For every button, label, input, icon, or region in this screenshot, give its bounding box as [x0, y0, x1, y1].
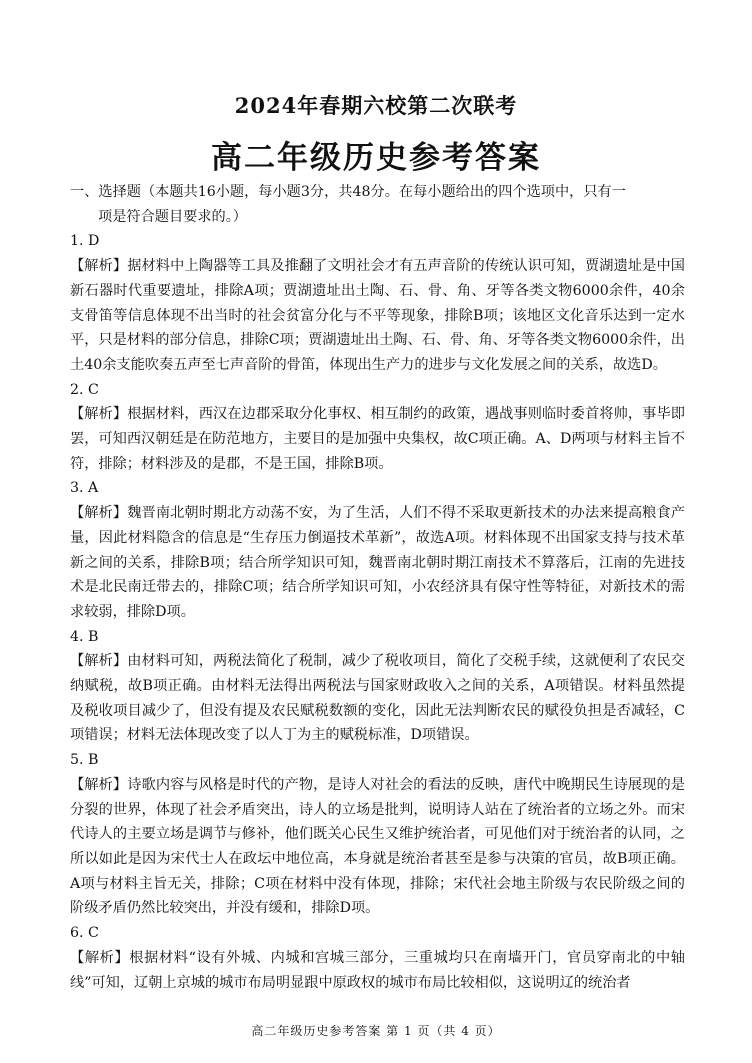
question-block-2 [70, 378, 685, 477]
answer-content [70, 180, 685, 995]
question-block-5 [70, 748, 685, 921]
explanation-text: 根据材料“设有外城、内城和宫城三部分，三重城均只在南墙开门，官员穿南北的中轴线”可知，辽朝上京城的城市布局明显跟中原政权的城市布局比较相似，这说明辽的统治者 [70, 949, 685, 991]
document-title: 高二年级历史参考答案 [211, 140, 541, 176]
question-block-1 [70, 229, 685, 377]
question-number: 6. C [70, 925, 99, 942]
section-heading [70, 180, 685, 229]
question-number: 3. A [70, 480, 99, 497]
explanation-text: 诗歌内容与风格是时代的产物，是诗人对社会的看法的反映，唐代中晚期民生诗展现的是分裂的世界，体现了社会矛盾突出，诗人的立场是批判，说明诗人站在了统治者的立场之外。而宋代诗人的主要立场是调节与修补，他们既关心民生又维护统治者，可见他们对于统治者的认同，之所以如此是因为宋代士人在政坛中地位高，本身就是统治者甚至是参与决策的官员，故B项正确。A项与材料主旨无关，排除；C项在材料中没有体现，排除；宋代社会地主阶级与农民阶级之间的阶级矛盾仍然比较突出，并没有缓和，排除D项。 [70, 776, 685, 917]
question-number: 2. C [70, 381, 99, 398]
analysis-tag: 【解析】 [70, 258, 128, 275]
answer-explanation [70, 402, 685, 476]
analysis-tag: 【解析】 [70, 505, 128, 522]
explanation-text: 根据材料，西汉在边郡采取分化事权、相互制约的政策，遇战事则临时委首将帅，事毕即罢，可知西汉朝廷是在防范地方，主要目的是加强中央集权，故C项正确。A、D两项与材料主旨不符，排除；材料涉及的是郡，不是王国，排除B项。 [70, 406, 685, 472]
explanation-text: 魏晋南北朝时期北方动荡不安，为了生活，人们不得不采取更新技术的办法来提高粮食产量，因此材料隐含的信息是“生存压力倒逼技术革新”，故选A项。材料体现不出国家支持与技术革新之间的关系，排除B项；结合所学知识可知，魏晋南北朝时期江南技术不算落后，江南的先进技术是北民南迁带去的，排除C项；结合所学知识可知，小农经济具有保守性等特征，对新技术的需求较弱，排除D项。 [70, 505, 685, 620]
question-number: 5. B [70, 752, 99, 769]
answer-explanation [70, 254, 685, 378]
question-block-6 [70, 921, 685, 995]
section-heading-line1: 一、选择题（本题共16小题，每小题3分，共48分。在每小题给出的四个选项中，只有一 [70, 184, 626, 200]
explanation-text: 由材料可知，两税法简化了税制，减少了税收项目，简化了交税手续，这就便利了农民交纳赋税，故B项正确。由材料无法得出两税法与国家财政收入之间的关系，A项错误。材料虽然提及税收项目减少了，但没有提及农民赋税数额的变化，因此无法判断农民的赋役负担是否减轻，C项错误；材料无法体现改变了以人丁为主的赋税标准，D项错误。 [70, 653, 685, 744]
answer-explanation [70, 649, 685, 748]
question-block-4 [70, 625, 685, 749]
analysis-tag: 【解析】 [70, 949, 130, 966]
section-heading-line2: 项是符合题目要求的。） [98, 208, 247, 225]
answer-explanation [70, 501, 685, 625]
analysis-tag: 【解析】 [70, 776, 128, 793]
page-footer: 高二年级历史参考答案 第 1 页（共 4 页） [251, 1024, 501, 1038]
question-block-3 [70, 476, 685, 624]
exam-title: 2024年春期六校第二次联考 [234, 93, 518, 118]
analysis-tag: 【解析】 [70, 653, 128, 670]
analysis-tag: 【解析】 [70, 406, 128, 423]
question-number: 4. B [70, 628, 99, 645]
question-number: 1. D [70, 233, 100, 250]
answer-explanation [70, 773, 685, 921]
answer-explanation [70, 946, 685, 995]
explanation-text: 据材料中上陶器等工具及推翻了文明社会才有五声音阶的传统认识可知，贾湖遗址是中国新石器时代重要遗址，排除A项；贾湖遗址出土陶、石、骨、角、牙等各类文物6000余件，40余支骨笛等信息体现不出当时的社会贫富分化与不平等现象，排除B项；该地区文化音乐达到一定水平，只是材料的部分信息，排除C项；贾湖遗址出土陶、石、骨、角、牙等各类文物6000余件，出土40余支能吹奏五声至七声音阶的骨笛，体现出生产力的进步与文化发展之间的关系，故选D。 [70, 258, 685, 373]
